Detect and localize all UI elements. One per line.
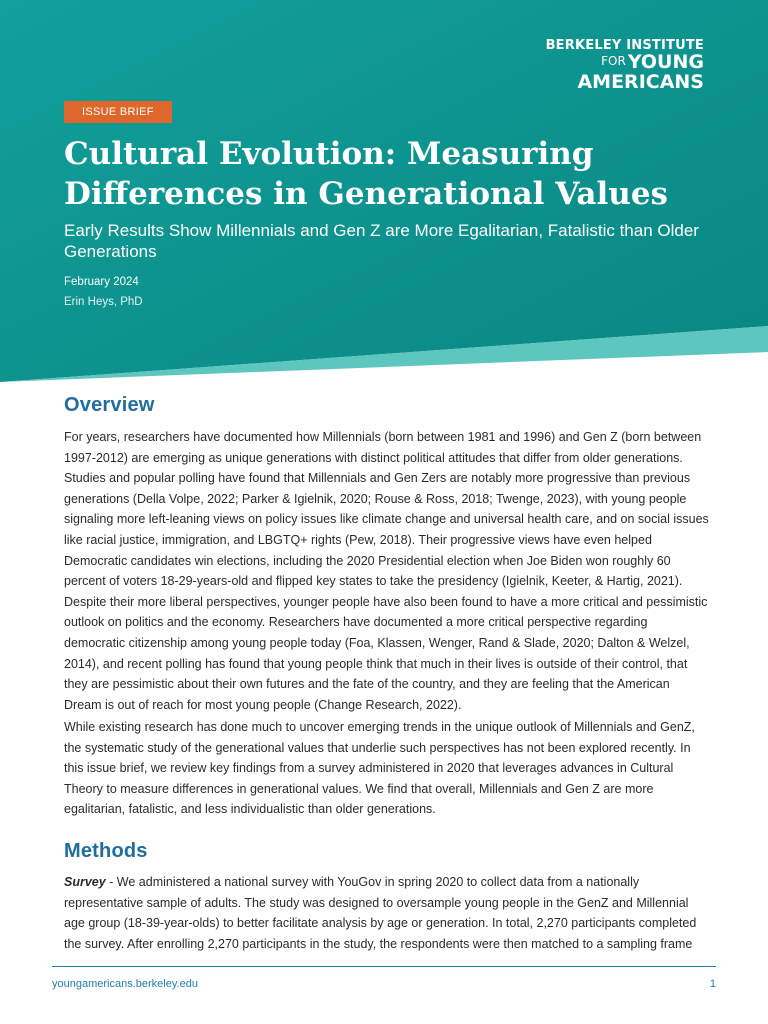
logo-for: FOR: [601, 54, 626, 68]
methods-paragraph-text: - We administered a national survey with YouGov in spring 2020 to collect data from a nationally representative sample of adults. The study was designed to oversample young people in the GenZ and Millennial age group (18-39-year-olds) to better facilitate analysis by age or generation. In total, 2,270 participants completed the survey. After enrolling 2,270 participants in the study, the respondents were then matched to a sampling frame: [64, 875, 697, 951]
footer-divider: [52, 966, 716, 967]
survey-lead-label: Survey: [64, 875, 106, 889]
methods-paragraph-1: [64, 872, 710, 954]
page-number: 1: [709, 978, 716, 990]
methods-heading: Methods: [64, 840, 148, 862]
logo-line-3: AMERICANS: [577, 71, 704, 93]
overview-paragraph-2: While existing research has done much to uncover emerging trends in the unique outlook of Millennials and GenZ, the systematic study of the generational values that underlie such perspectives has not been explored recently. In this issue brief, we review key findings from a survey administered in 2020 that leverages advances in Cultural Theory to measure differences in generational values. We find that overall, Millennials and Gen Z are more egalitarian, fatalistic, and less individualistic than older generations.: [64, 720, 695, 817]
header-banner: [0, 0, 768, 390]
author-name: Erin Heys, PhD: [64, 296, 143, 308]
publication-date: February 2024: [64, 276, 139, 288]
logo-young: YOUNG: [627, 51, 704, 73]
logo-line-2: [601, 51, 704, 73]
overview-paragraph-1: For years, researchers have documented how Millennials (born between 1981 and 1996) and Gen Z (born between 1997-2012) are emerging as unique generations with distinct political attitudes that differ from older generations. Studies and popular polling have found that Millennials and Gen Zers are notably more progressive than previous generations (Della Volpe, 2022; Parker & Igielnik, 2020; Rouse & Ross, 2018; Twenge, 2023), with young people signaling more left-leaning views on policy issues like climate change and universal health care, and on social issues like racial justice, immigration, and LBGTQ+ rights (Pew, 2018). Their progressive views have even helped Democratic candidates win elections, including the 2020 Presidential election when Joe Biden won roughly 60 percent of voters 18-29-years-old and flipped key states to take the presidency (Igielnik, Keeter, & Hartig, 2021). Despite their more liberal perspectives, younger people have also been found to have a more critical and pessimistic outlook on politics and the economy. Researchers have documented a more critical perspective regarding democratic citizenship among young people today (Foa, Klassen, Wenger, Rand & Slade, 2020; Dalton & Welzel, 2014), and recent polling has found that young people think that much in their lives is outside of their control, that they are pessimistic about their own futures and the fate of the country, and they are feeling that the American Dream is out of reach for most young people (Change Research, 2022).: [64, 430, 709, 712]
logo-line-1: BERKELEY INSTITUTE: [545, 38, 704, 53]
issue-brief-badge: ISSUE BRIEF: [64, 101, 172, 123]
footer-url-link[interactable]: youngamericans.berkeley.edu: [52, 978, 198, 990]
overview-heading: Overview: [64, 394, 155, 416]
page-title: Cultural Evolution: Measuring Differences in Generational Values: [64, 136, 669, 212]
page-subtitle: Early Results Show Millennials and Gen Z are More Egalitarian, Fatalistic than Older Generations: [64, 221, 699, 261]
institute-logo[interactable]: [544, 38, 704, 94]
